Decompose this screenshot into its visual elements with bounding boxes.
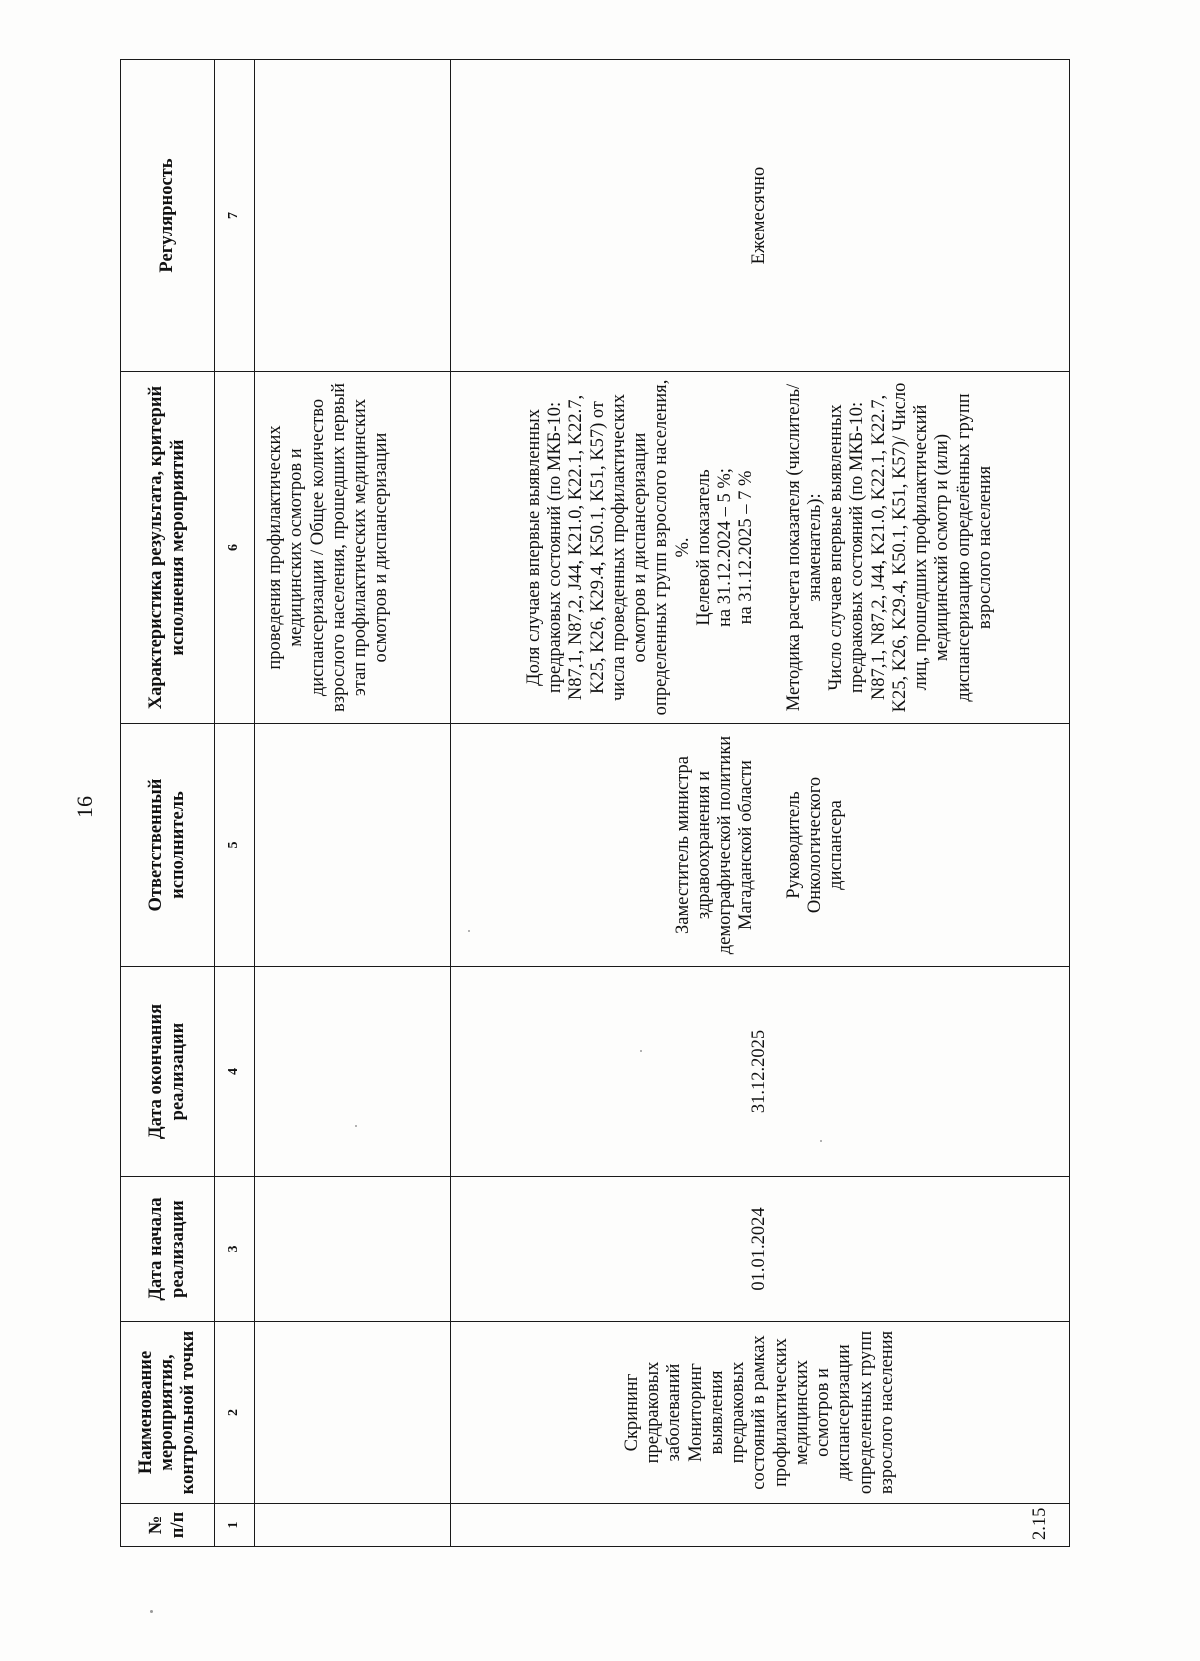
empty-cell <box>255 1322 451 1504</box>
continuation-characteristic: проведения профилактических медицинских осмотров и диспансеризации / Общее количество взрослого населения, прошедших первый этап профилактических медицинских осмотров и диспансеризации <box>255 372 451 724</box>
row-name-line2: Мониторинг выявления предраковых состояний в рамках профилактических медицинских осмотров и диспансеризации определенных групп взрослого населения <box>685 1330 897 1495</box>
row-regularity: Ежемесячно <box>451 60 1070 372</box>
column-number: 7 <box>215 60 255 372</box>
empty-cell <box>255 967 451 1177</box>
row-number: 2.15 <box>451 1504 1070 1547</box>
row-characteristic <box>451 372 1070 724</box>
responsible-oncology-head: Руководитель Онкологического диспансера <box>783 776 847 914</box>
column-number: 4 <box>215 967 255 1177</box>
column-number-row <box>215 60 255 1547</box>
responsible-deputy-minister: Заместитель министра здравоохранения и демографической политики Магаданской области <box>672 735 757 955</box>
column-number: 1 <box>215 1504 255 1547</box>
header-end-date: Дата окончания реализации <box>121 967 215 1177</box>
target-title: Целевой показатель <box>693 469 714 626</box>
header-regularity: Регулярность <box>121 60 215 372</box>
header-number: № п/п <box>121 1504 215 1547</box>
target-2025: на 31.12.2025 – 7 % <box>736 470 757 625</box>
row-responsible <box>451 724 1070 967</box>
scan-speck <box>640 1050 642 1052</box>
row-start-date: 01.01.2024 <box>451 1177 1070 1322</box>
header-name: Наименование мероприятия, контрольной точки <box>121 1322 215 1504</box>
header-responsible: Ответственный исполнитель <box>121 724 215 967</box>
row-name-line1: Скрининг предраковых заболеваний <box>621 1361 685 1464</box>
method-title: Методика расчета показателя (числитель/знаменатель): <box>783 383 825 712</box>
empty-cell <box>255 724 451 967</box>
scan-speck <box>820 1140 822 1142</box>
indicator-description: Доля случаев впервые выявленных предраковых состояний (по МКБ-10: N87,1, N87,2, J44, K21.0, K22.1, K22.7, K25, K26, K29.4, K50.1, K51, K57) от числа проведенных профилактических осмотров и диспансеризации определенных групп взрослого населения, %. <box>523 379 693 716</box>
target-2024: на 31.12.2024 – 5 %; <box>715 468 736 627</box>
column-number: 3 <box>215 1177 255 1322</box>
scan-speck <box>468 930 470 932</box>
row-end-date: 31.12.2025 <box>451 967 1070 1177</box>
header-characteristic: Характеристика результата, критерий исполнения мероприятий <box>121 372 215 724</box>
continuation-row <box>255 60 451 1547</box>
header-start-date: Дата начала реализации <box>121 1177 215 1322</box>
column-number: 6 <box>215 372 255 724</box>
scan-speck <box>150 1610 153 1613</box>
empty-cell <box>255 60 451 372</box>
empty-cell <box>255 1177 451 1322</box>
table-row <box>451 60 1070 1547</box>
page-number: 16 <box>72 796 97 818</box>
empty-cell <box>255 1504 451 1547</box>
scan-speck <box>355 1125 357 1127</box>
rotated-table-container <box>120 60 1070 1547</box>
plan-table <box>120 59 1070 1547</box>
column-number: 2 <box>215 1322 255 1504</box>
header-row <box>121 60 215 1547</box>
method-text: Число случаев впервые выявленных предраковых состояний (по МКБ-10: N87,1, N87,2, J44, K21.0, K22.1, K22.7, K25, K26, K29.4, K50.1, K51, K57)/ Число лиц, прошедших профилактический медицинский осмотр и (или) диспансеризацию определённых групп взрослого населения <box>826 382 996 713</box>
row-name <box>451 1322 1070 1504</box>
column-number: 5 <box>215 724 255 967</box>
